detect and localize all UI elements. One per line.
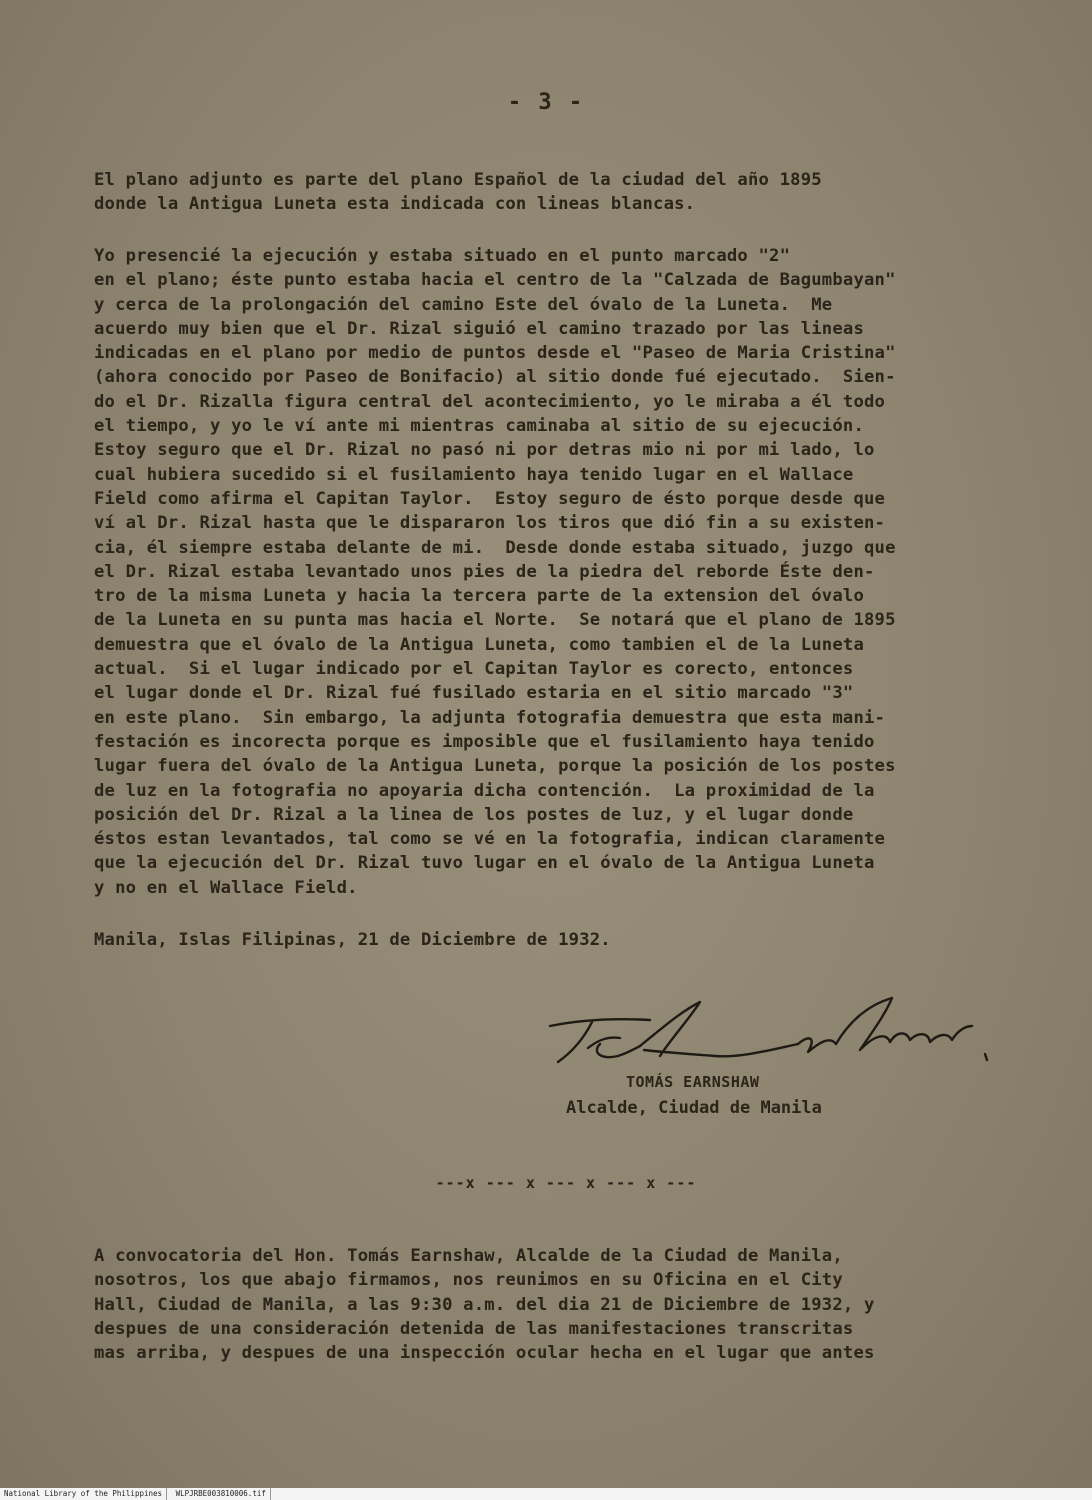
handwritten-signature xyxy=(540,990,1010,1080)
page-number: - 3 - xyxy=(507,90,585,115)
paragraph-plan-description: El plano adjunto es parte del plano Español de la ciudad del año 1895 donde la Antigua Luneta esta indicada con lineas blancas. xyxy=(94,170,822,215)
dateline: Manila, Islas Filipinas, 21 de Diciembre de 1932. xyxy=(94,930,611,950)
footer-file: WLPJRBE003810006.tif xyxy=(172,1488,271,1500)
section-divider: ---x --- x --- x --- x --- xyxy=(435,1174,697,1192)
paragraph-testimony: Yo presencié la ejecución y estaba situado en el punto marcado "2" en el plano; éste punto estaba hacia el centro de la "Calzada de Bagumbayan" y cerca de la prolongación del camino Este del óvalo de la Luneta. Me acuerdo muy bien que el Dr. Rizal siguió el camino trazado por las lineas indicadas en el plano por medio de puntos desde el "Paseo de Maria Cristina" (ahora conocido por Paseo de Bonifacio) al sitio donde fué ejecutado. Sien- do el Dr. Rizalla figura central del acontecimiento, yo le miraba a él todo el tiempo, y yo le ví ante mi mientras caminaba al sitio de su ejecución. Estoy seguro que el Dr. Rizal no pasó ni por detras mio ni por mi lado, lo cual hubiera sucedido si el fusilamiento haya tenido lugar en el Wallace Field como afirma el Capitan Taylor. Estoy seguro de ésto porque desde que ví al Dr. Rizal hasta que le dispararon los tiros que dió fin a su existen- cia, él siempre estaba delante de mi. Desde donde estaba situado, juzgo que el Dr. Rizal estaba levantado unos pies de la piedra del reborde Éste den- tro de la misma Luneta y hacia la tercera parte de la extension del óvalo de la Luneta en su punta mas hacia el Norte. Se notará que el plano de 1895 demuestra que el óvalo de la Antigua Luneta, como tambien el de la Luneta actual. Si el lugar indicado por el Capitan Taylor es corecto, entonces el lugar donde el Dr. Rizal fué fusilado estaria en el sitio marcado "3" en este plano. Sin embargo, la adjunta fotografia demuestra que esta mani- festación es incorecta porque es imposible que el fusilamiento haya tenido lugar fuera del óvalo de la Antigua Luneta, porque la posición de los postes de luz en la fotografia no apoyaria dicha contención. La proximidad de la posición del Dr. Rizal a la linea de los postes de luz, y el lugar donde éstos estan levantados, tal como se vé en la fotografia, indican claramente que la ejecución del Dr. Rizal tuvo lugar en el óvalo de la Antigua Luneta y no en el Wallace Field. xyxy=(94,246,896,898)
signatory-title: Alcalde, Ciudad de Manila xyxy=(566,1098,822,1118)
paragraph-convocation: A convocatoria del Hon. Tomás Earnshaw, Alcalde de la Ciudad de Manila, nosotros, los que abajo firmamos, nos reunimos en su Oficina en el City Hall, Ciudad de Manila, a las 9:30 a.m. del dia 21 de Diciembre de 1932, y despues de una consideración detenida de las manifestaciones transcritas mas arriba, y despues de una inspección ocular hecha en el lugar que antes xyxy=(94,1246,875,1364)
scan-footer xyxy=(0,1488,1092,1500)
footer-library: National Library of the Philippines xyxy=(0,1488,167,1500)
signatory-name: TOMÁS EARNSHAW xyxy=(626,1073,760,1091)
